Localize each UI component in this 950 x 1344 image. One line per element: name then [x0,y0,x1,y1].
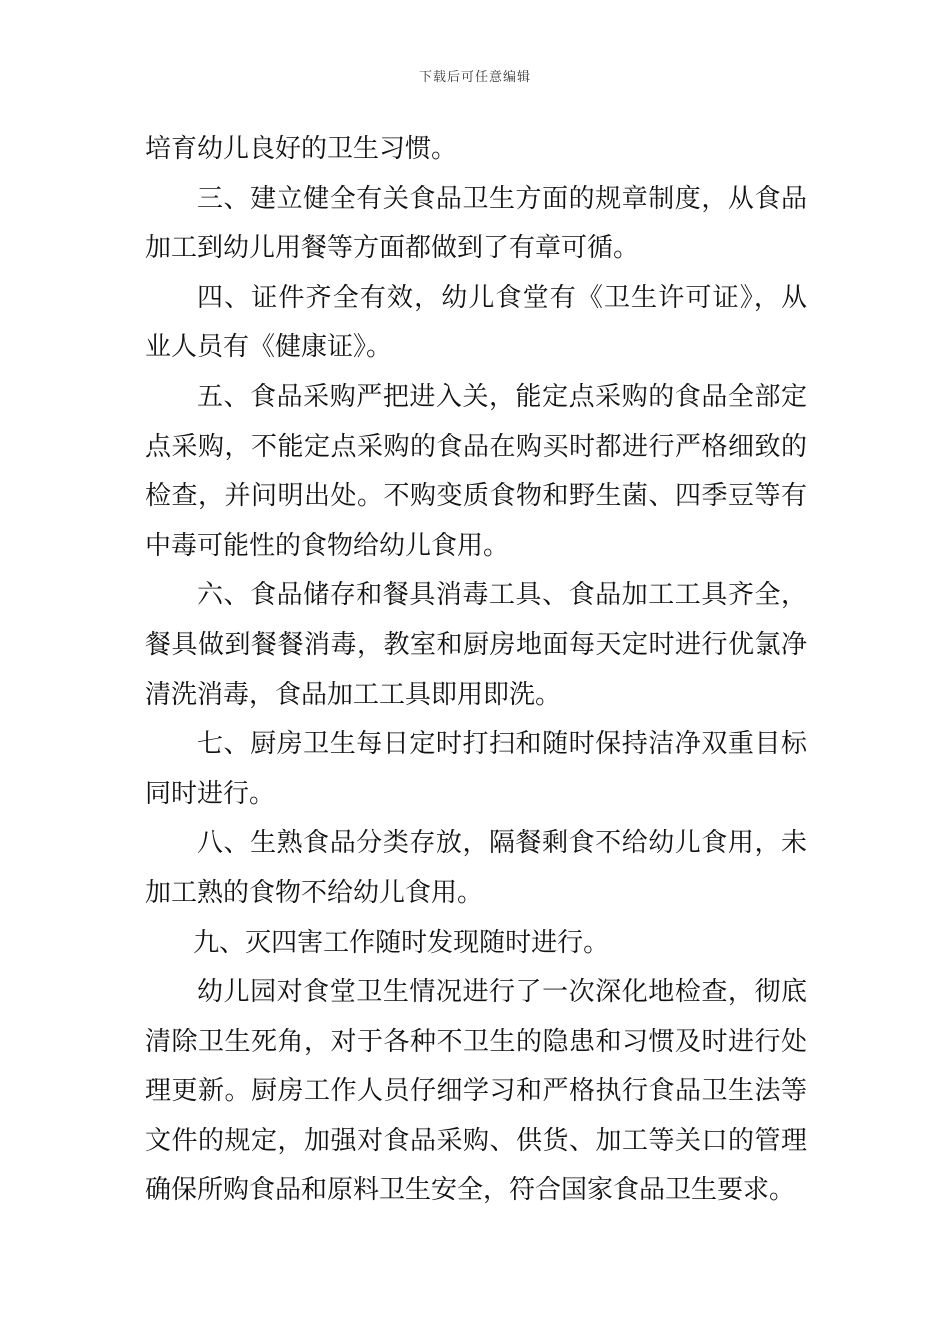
paragraph-summary: 幼儿园对食堂卫生情况进行了一次深化地检查，彻底清除卫生死角，对于各种不卫生的隐患和习惯及时进行处理更新。厨房工作人员仔细学习和严格执行食品卫生法等文件的规定，加强对食品采购、供货、加工等关口的管理确保所购食品和原料卫生安全，符合国家食品卫生要求。 [145,977,807,1206]
paragraph-item-5: 五、食品采购严把进入关，能定点采购的食品全部定点采购，不能定点采购的食品在购买时都进行严格细致的检查，并问明出处。不购变质食物和野生菌、四季豆等有中毒可能性的食物给幼儿食用。 [145,381,807,561]
document-body [145,125,807,1216]
paragraph-item-6: 六、食品储存和餐具消毒工具、食品加工工具齐全，餐具做到餐餐消毒，教室和厨房地面每天定时进行优氯净清洗消毒，食品加工工具即用即洗。 [145,580,807,710]
paragraph-item-7: 七、厨房卫生每日定时打扫和随时保持洁净双重目标同时进行。 [145,729,807,809]
paragraph-item-8: 八、生熟食品分类存放，隔餐剩食不给幼儿食用，未加工熟的食物不给幼儿食用。 [145,828,807,908]
paragraph-item-4: 四、证件齐全有效，幼儿食堂有《卫生许可证》，从业人员有《健康证》。 [145,282,807,363]
page-header: 下载后可任意编辑 [418,70,531,85]
paragraph-item-3: 三、建立健全有关食品卫生方面的规章制度，从食品加工到幼儿用餐等方面都做到了有章可循。 [145,183,807,264]
paragraph-continuation: 培育幼儿良好的卫生习惯。 [145,134,458,164]
paragraph-item-9: 九、灭四害工作随时发现随时进行。 [193,927,610,958]
